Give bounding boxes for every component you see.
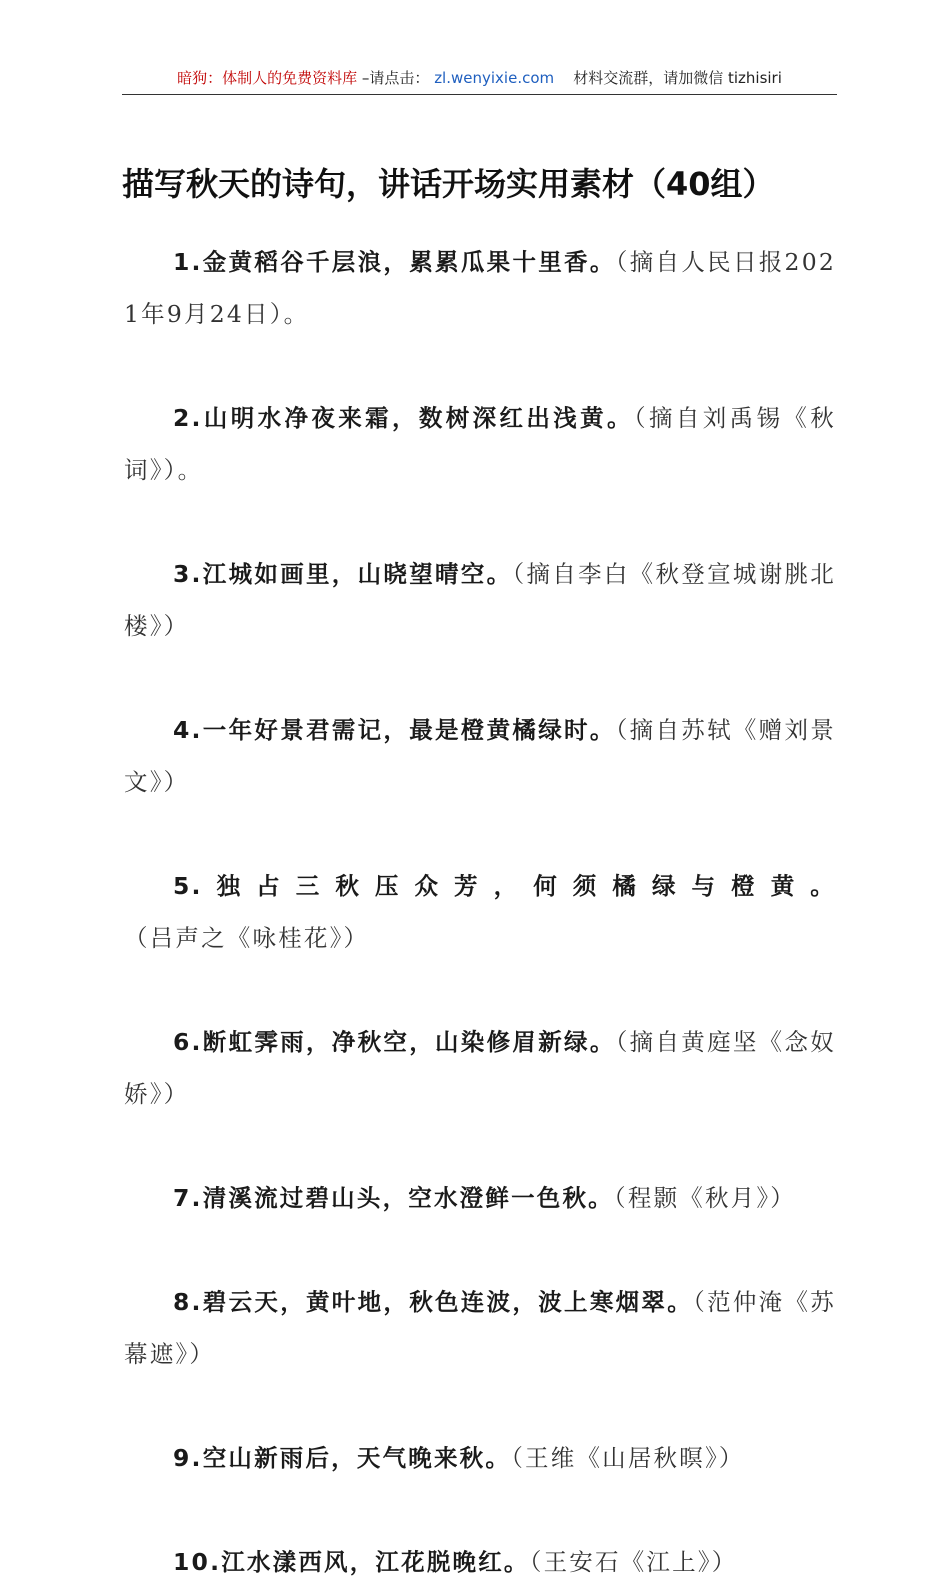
item-source: （摘自李白《秋登宣城谢朓北楼》）: [124, 560, 836, 640]
item-source: （摘自人民日报2021年9月24日）。: [124, 248, 837, 328]
item-verse: 独占三秋压众芳，何须橘绿与橙黄。: [202, 872, 836, 900]
item-verse: 金黄稻谷千层浪，累累瓜果十里香。: [202, 248, 616, 276]
item-verse: 江城如画里，山晓望晴空。: [202, 560, 513, 588]
list-item: [124, 1432, 836, 1484]
list-item: [124, 704, 836, 808]
item-number: 4.: [173, 716, 203, 744]
item-number: 8.: [173, 1288, 203, 1316]
item-verse: 一年好景君需记，最是橙黄橘绿时。: [202, 716, 616, 744]
item-source: （王安石《江上》）: [529, 1548, 738, 1576]
item-number: 2.: [173, 404, 203, 432]
item-number: 3.: [173, 560, 203, 588]
header-group-label: 材料交流群，请加微信 tizhisiri: [573, 69, 782, 87]
list-item: [124, 1172, 836, 1224]
list-item: [124, 548, 836, 652]
item-source: （吕声之《咏桂花》）: [124, 924, 370, 952]
list-item: [124, 1536, 836, 1588]
item-verse: 江水漾西风，江花脱晚红。: [221, 1548, 530, 1576]
document-title: 描写秋天的诗句，讲话开场实用素材（40组）: [122, 165, 775, 203]
item-number: 9.: [173, 1444, 203, 1472]
item-source: （程颢《秋月》）: [613, 1184, 796, 1212]
item-source: （范仲淹《苏幕遮》）: [124, 1288, 836, 1368]
item-verse: 清溪流过碧山头，空水澄鲜一色秋。: [202, 1184, 614, 1212]
poem-list: [124, 236, 836, 1588]
list-item: [124, 1016, 836, 1120]
list-item: [124, 236, 836, 340]
item-number: 6.: [173, 1028, 203, 1056]
item-source: （摘自黄庭坚《念奴娇》）: [124, 1028, 836, 1108]
item-number: 1.: [173, 248, 203, 276]
item-number: 5.: [173, 872, 203, 900]
list-item: [124, 392, 836, 496]
item-number: 7.: [173, 1184, 203, 1212]
header-url-link[interactable]: zl.wenyixie.com: [434, 69, 555, 87]
item-source: （摘自苏轼《赠刘景文》）: [124, 716, 836, 796]
item-verse: 碧云天，黄叶地，秋色连波，波上寒烟翠。: [202, 1288, 694, 1316]
header-click-label: –请点击：: [361, 69, 430, 87]
item-verse: 山明水净夜来霜，数树深红出浅黄。: [202, 404, 634, 432]
item-verse: 空山新雨后，天气晚来秋。: [202, 1444, 512, 1472]
list-item: [124, 860, 836, 964]
item-source: （王维《山居秋暝》）: [511, 1444, 745, 1472]
header-site-label: 暗狗：体制人的免费资料库: [177, 69, 358, 87]
item-number: 10.: [173, 1548, 222, 1576]
list-item: [124, 1276, 836, 1380]
item-verse: 断虹霁雨，净秋空，山染修眉新绿。: [202, 1028, 616, 1056]
page-header: [122, 66, 837, 95]
item-source: （摘自刘禹锡《秋词》）。: [124, 404, 836, 484]
